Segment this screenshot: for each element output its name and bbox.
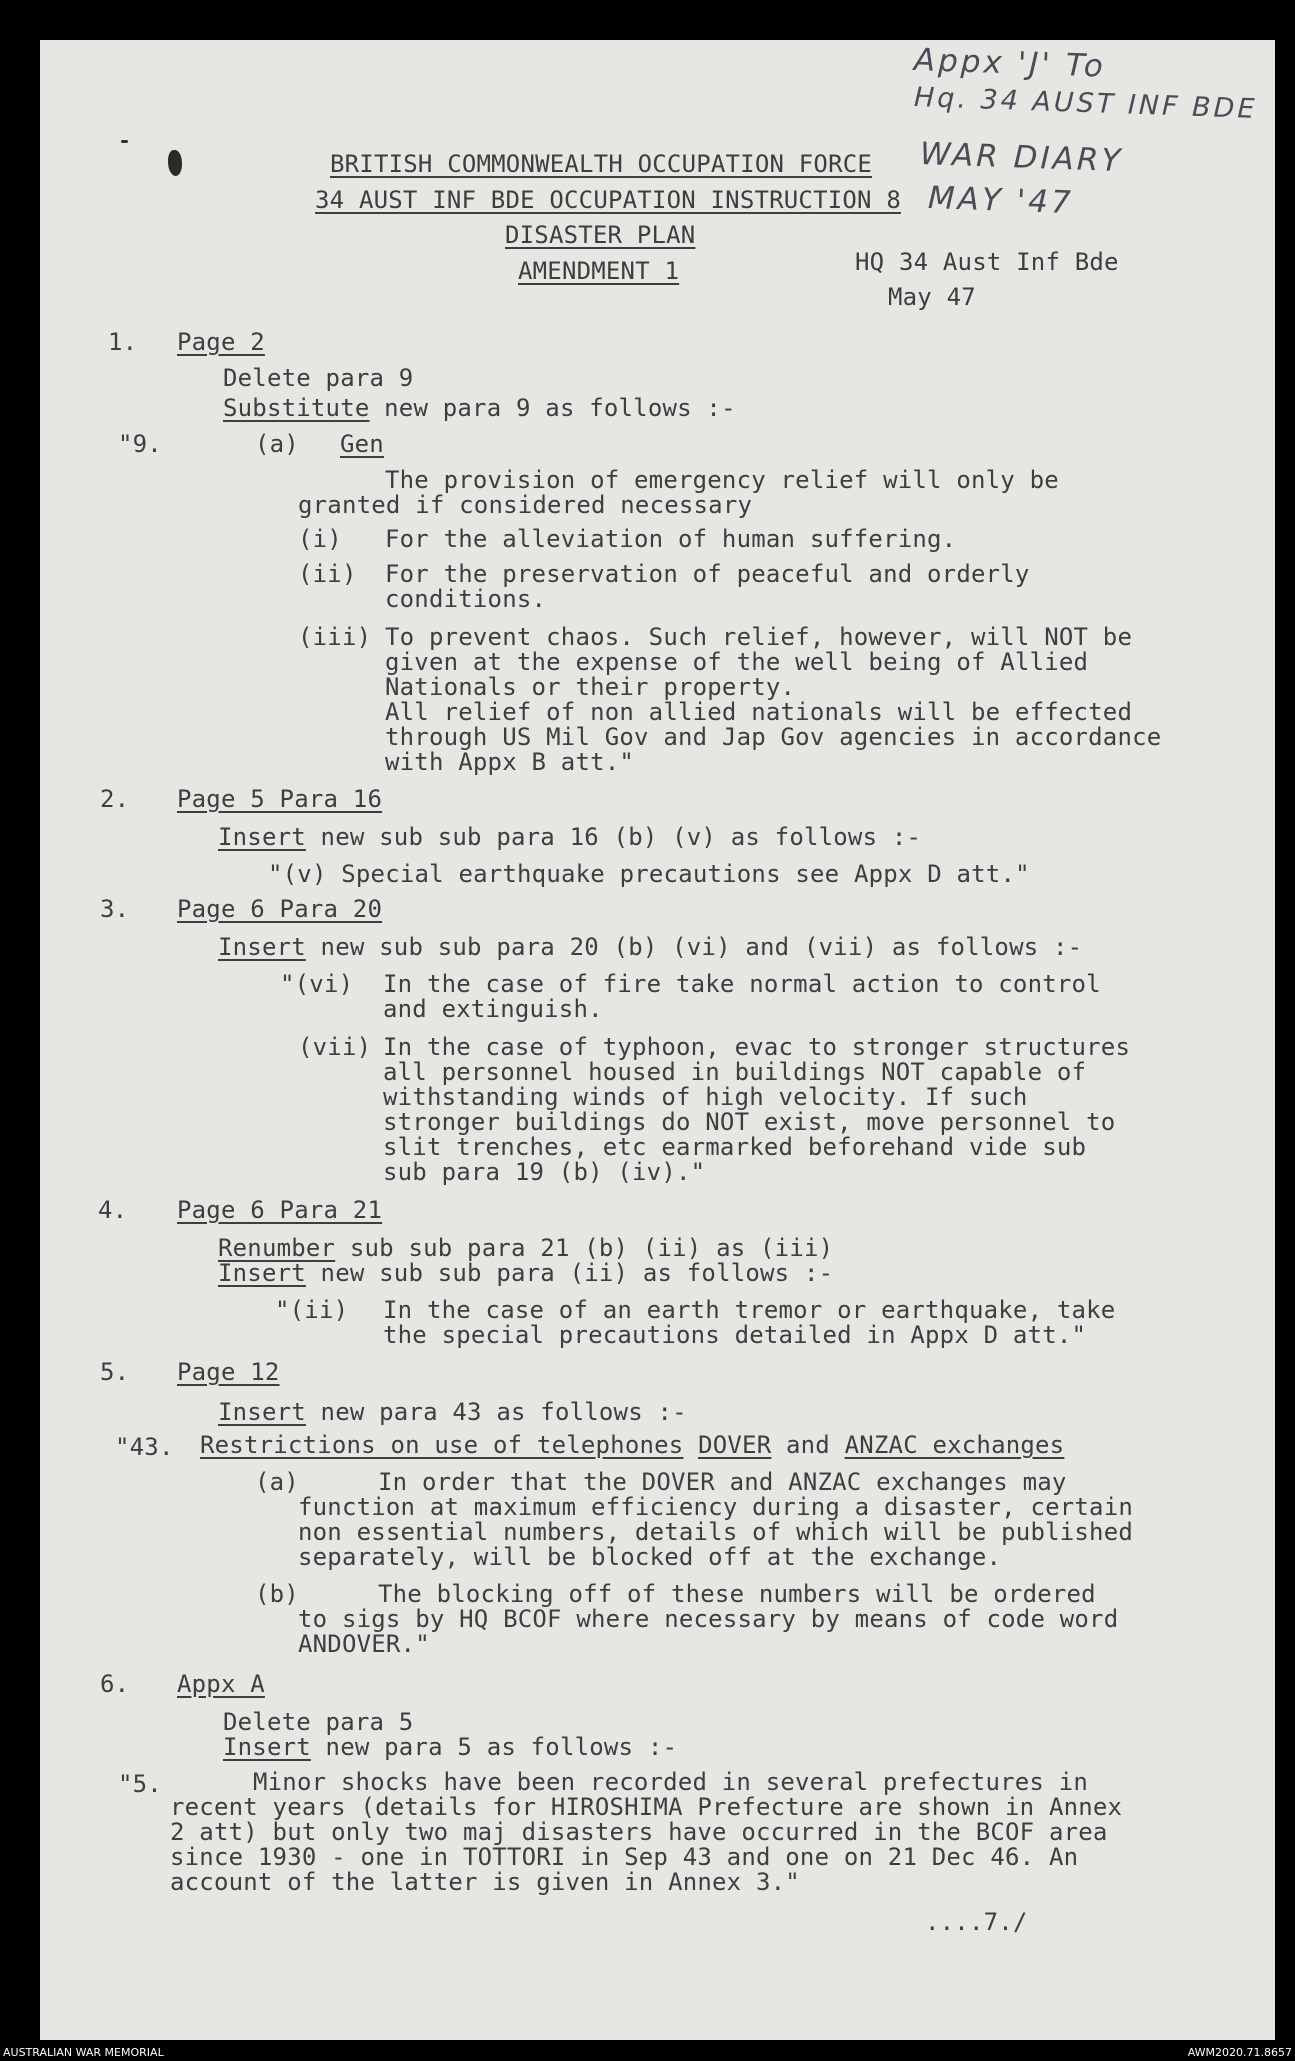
handwritten-note-line2: Hq. 34 AUST INF BDE	[913, 82, 1258, 125]
para-5-number: "5.	[118, 1770, 162, 1798]
s3-line1: Insert new sub sub para 20 (b) (vi) and (vii) as follows :-	[218, 933, 1083, 961]
item-vii-text4: stronger buildings do NOT exist, move personnel to	[383, 1108, 1116, 1136]
date-line: May 47	[888, 283, 976, 311]
item-iii-text1: To prevent chaos. Such relief, however, will NOT be	[385, 623, 1133, 651]
footer-source: AUSTRALIAN WAR MEMORIAL	[3, 2046, 164, 2059]
heading-amendment: AMENDMENT 1	[518, 257, 680, 285]
para-9-number: "9.	[118, 430, 162, 458]
section-5-number: 5.	[100, 1358, 130, 1386]
para-43a-text4: separately, will be blocked off at the exchange.	[298, 1543, 1002, 1571]
s2-item-v: "(v) Special earthquake precautions see Appx D att."	[268, 860, 1030, 888]
section-1-number: 1.	[108, 328, 138, 356]
section-3-number: 3.	[100, 895, 130, 923]
para-43a-number: (a)	[255, 1468, 299, 1496]
para-43b-text2: to sigs by HQ BCOF where necessary by means of code word	[298, 1605, 1119, 1633]
heading-plan: DISASTER PLAN	[505, 221, 696, 249]
section-2-heading: Page 5 Para 16	[177, 785, 383, 813]
item-vi-number: "(vi)	[280, 970, 354, 998]
para-9-gen: Gen	[340, 430, 384, 458]
section-3-heading: Page 6 Para 20	[177, 895, 383, 923]
item-vii-text1: In the case of typhoon, evac to stronger structures	[383, 1033, 1131, 1061]
item-iii-text2: given at the expense of the well being of Allied	[385, 648, 1089, 676]
para-43a-text1: In order that the DOVER and ANZAC exchanges may	[378, 1468, 1067, 1496]
para-9-text2: granted if considered necessary	[298, 491, 753, 519]
para-43-heading: Restrictions on use of telephones DOVER and ANZAC exchanges	[200, 1431, 1065, 1459]
para-43b-number: (b)	[255, 1580, 299, 1608]
para-5-text5: account of the latter is given in Annex 3."	[170, 1868, 800, 1896]
item-iii-text3: Nationals or their property.	[385, 673, 796, 701]
s4-item-ii-text2: the special precautions detailed in Appx D att."	[383, 1321, 1087, 1349]
para-5-text4: since 1930 - one in TOTTORI in Sep 43 and one on 21 Dec 46. An	[170, 1843, 1079, 1871]
section-2-number: 2.	[100, 785, 130, 813]
section-4-number: 4.	[98, 1196, 128, 1224]
para-43-number: "43.	[115, 1433, 174, 1461]
hole-punch-mark	[168, 150, 182, 176]
item-vii-number: (vii)	[298, 1033, 372, 1061]
s4-item-ii-text1: In the case of an earth tremor or earthquake, take	[383, 1296, 1116, 1324]
item-vi-text1: In the case of fire take normal action to control	[383, 970, 1101, 998]
s6-line1: Delete para 5	[223, 1708, 414, 1736]
footer-bar	[0, 2043, 1295, 2061]
s4-line2: Insert new sub sub para (ii) as follows :-	[218, 1259, 834, 1287]
para-9a-label: (a)	[255, 430, 299, 458]
s5-line1: Insert new para 43 as follows :-	[218, 1398, 687, 1426]
item-ii-number: (ii)	[298, 560, 357, 588]
para-43a-text2: function at maximum efficiency during a disaster, certain	[298, 1493, 1134, 1521]
item-i-text: For the alleviation of human suffering.	[385, 525, 957, 553]
s4-line1: Renumber sub sub para 21 (b) (ii) as (iii)	[218, 1234, 834, 1262]
heading-instruction: 34 AUST INF BDE OCCUPATION INSTRUCTION 8	[315, 186, 901, 214]
item-iii-number: (iii)	[298, 623, 372, 651]
item-iii-text6: with Appx B att."	[385, 748, 635, 776]
section-6-number: 6.	[100, 1670, 130, 1698]
paper-mark	[121, 140, 128, 143]
para-5-text1: Minor shocks have been recorded in several prefectures in	[253, 1768, 1089, 1796]
section-5-heading: Page 12	[177, 1358, 280, 1386]
heading-force: BRITISH COMMONWEALTH OCCUPATION FORCE	[330, 150, 873, 178]
page-continuation: ....7./	[925, 1908, 1028, 1936]
handwritten-note-line4: MAY '47	[927, 180, 1075, 222]
item-vii-text5: slit trenches, etc earmarked beforehand vide sub	[383, 1133, 1087, 1161]
item-ii-text2: conditions.	[385, 585, 547, 613]
s2-line1: Insert new sub sub para 16 (b) (v) as follows :-	[218, 823, 922, 851]
section-1-heading: Page 2	[177, 328, 265, 356]
document-page	[40, 40, 1275, 2040]
section-4-heading: Page 6 Para 21	[177, 1196, 383, 1224]
s6-line2: Insert new para 5 as follows :-	[223, 1733, 678, 1761]
para-5-text3: 2 att) but only two maj disasters have occurred in the BCOF area	[170, 1818, 1108, 1846]
para-5-text2: recent years (details for HIROSHIMA Prefecture are shown in Annex	[170, 1793, 1123, 1821]
para-43b-text3: ANDOVER."	[298, 1630, 430, 1658]
handwritten-note-line3: WAR DIARY	[919, 136, 1124, 180]
item-vii-text6: sub para 19 (b) (iv)."	[383, 1158, 706, 1186]
item-iii-text4: All relief of non allied nationals will be effected	[385, 698, 1133, 726]
para-9-text1: The provision of emergency relief will only be	[385, 466, 1059, 494]
item-ii-text1: For the preservation of peaceful and orderly	[385, 560, 1030, 588]
footer-accession: AWM2020.71.8657	[1187, 2046, 1292, 2059]
item-i-number: (i)	[298, 525, 342, 553]
item-vii-text2: all personnel housed in buildings NOT capable of	[383, 1058, 1087, 1086]
section-6-heading: Appx A	[177, 1670, 265, 1698]
para-43b-text1: The blocking off of these numbers will be ordered	[378, 1580, 1096, 1608]
para-43a-text3: non essential numbers, details of which will be published	[298, 1518, 1134, 1546]
handwritten-note-line1: Appx 'J' To	[913, 42, 1107, 85]
s4-item-ii-number: "(ii)	[275, 1296, 349, 1324]
s1-line1: Delete para 9	[223, 364, 414, 392]
item-vii-text3: withstanding winds of high velocity. If such	[383, 1083, 1028, 1111]
s1-line2: Substitute new para 9 as follows :-	[223, 394, 736, 422]
item-vi-text2: and extinguish.	[383, 995, 603, 1023]
hq-line: HQ 34 Aust Inf Bde	[855, 248, 1119, 276]
item-iii-text5: through US Mil Gov and Jap Gov agencies in accordance	[385, 723, 1162, 751]
